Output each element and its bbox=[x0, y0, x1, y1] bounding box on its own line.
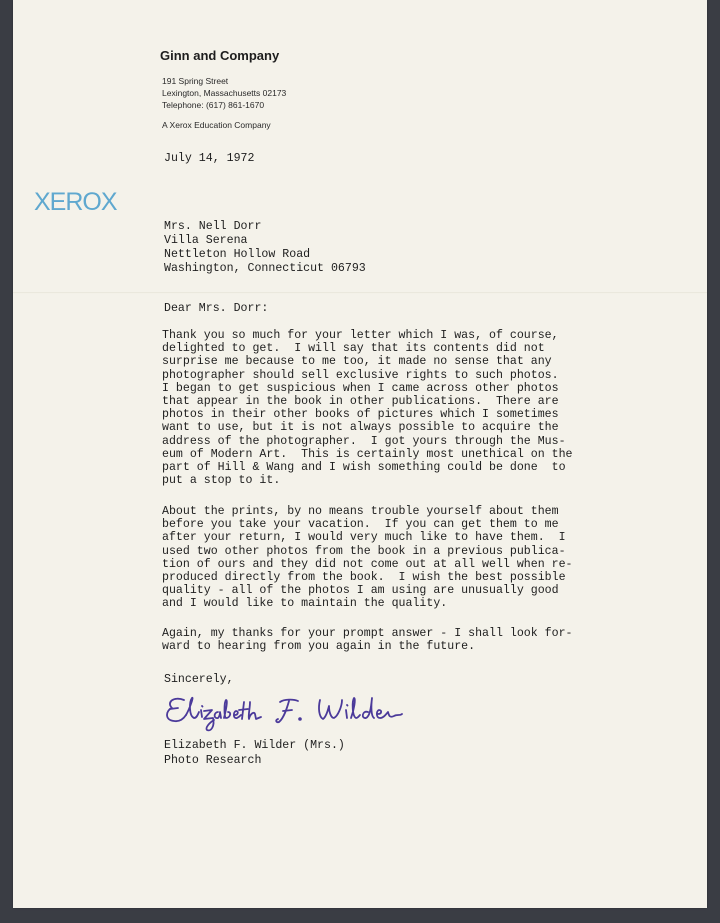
fold-crease bbox=[13, 292, 707, 294]
body-line: that appear in the book in other publications. There are bbox=[162, 395, 559, 409]
letter-date: July 14, 1972 bbox=[164, 152, 255, 165]
body-line: after your return, I would very much like to have them. I bbox=[162, 531, 566, 545]
company-telephone: Telephone: (617) 861-1670 bbox=[162, 100, 265, 110]
body-line: and I would like to maintain the quality. bbox=[162, 597, 448, 611]
body-line: Again, my thanks for your prompt answer - I shall look for- bbox=[162, 627, 573, 640]
body-line: ward to hearing from you again in the future. bbox=[162, 640, 476, 654]
body-line: put a stop to it. bbox=[162, 474, 281, 488]
body-line: part of Hill & Wang and I wish something could be done to bbox=[162, 461, 566, 475]
body-line: eum of Modern Art. This is certainly most unethical on the bbox=[162, 447, 573, 461]
company-street: 191 Spring Street bbox=[162, 76, 229, 86]
company-name: Ginn and Company bbox=[160, 48, 280, 63]
handwritten-signature bbox=[162, 688, 452, 738]
body-line: Thank you so much for your letter which I was, of course, bbox=[162, 329, 559, 342]
body-line: produced directly from the book. I wish the best possible bbox=[162, 571, 566, 585]
letter-page bbox=[13, 0, 707, 908]
body-line: photographer should sell exclusive rights to such photos. bbox=[162, 368, 559, 382]
body-line: About the prints, by no means trouble yourself about them bbox=[162, 505, 559, 518]
body-paragraph-2 bbox=[162, 505, 573, 611]
signer-title: Photo Research bbox=[164, 754, 262, 767]
body-line: used two other photos from the book in a previous publica- bbox=[162, 544, 566, 558]
company-city: Lexington, Massachusetts 02173 bbox=[162, 88, 287, 98]
recipient-line-1: Villa Serena bbox=[164, 234, 248, 247]
body-paragraph-3 bbox=[162, 627, 573, 653]
recipient-line-2: Nettleton Hollow Road bbox=[164, 248, 311, 261]
body-line: surprise me because to me too, it made no sense that any bbox=[162, 355, 552, 369]
closing: Sincerely, bbox=[164, 673, 234, 686]
body-line: before you take your vacation. If you can get them to me bbox=[162, 518, 559, 532]
body-line: tion of ours and they did not come out at all well when re- bbox=[162, 557, 573, 571]
recipient-name: Mrs. Nell Dorr bbox=[164, 220, 262, 233]
body-paragraph-1 bbox=[162, 329, 573, 487]
xerox-logo: XEROX bbox=[34, 188, 117, 216]
body-line: quality - all of the photos I am using are unusually good bbox=[162, 584, 559, 598]
body-line: I began to get suspicious when I came across other photos bbox=[162, 381, 559, 395]
company-affiliation: A Xerox Education Company bbox=[162, 120, 271, 130]
body-line: photos in their other books of pictures which I sometimes bbox=[162, 408, 559, 422]
body-line: address of the photographer. I got yours through the Mus- bbox=[162, 434, 566, 448]
salutation: Dear Mrs. Dorr: bbox=[164, 302, 269, 315]
body-line: delighted to get. I will say that its contents did not bbox=[162, 342, 545, 356]
signer-name: Elizabeth F. Wilder (Mrs.) bbox=[164, 739, 345, 752]
recipient-line-3: Washington, Connecticut 06793 bbox=[164, 262, 366, 275]
body-line: want to use, but it is not always possible to acquire the bbox=[162, 421, 559, 435]
